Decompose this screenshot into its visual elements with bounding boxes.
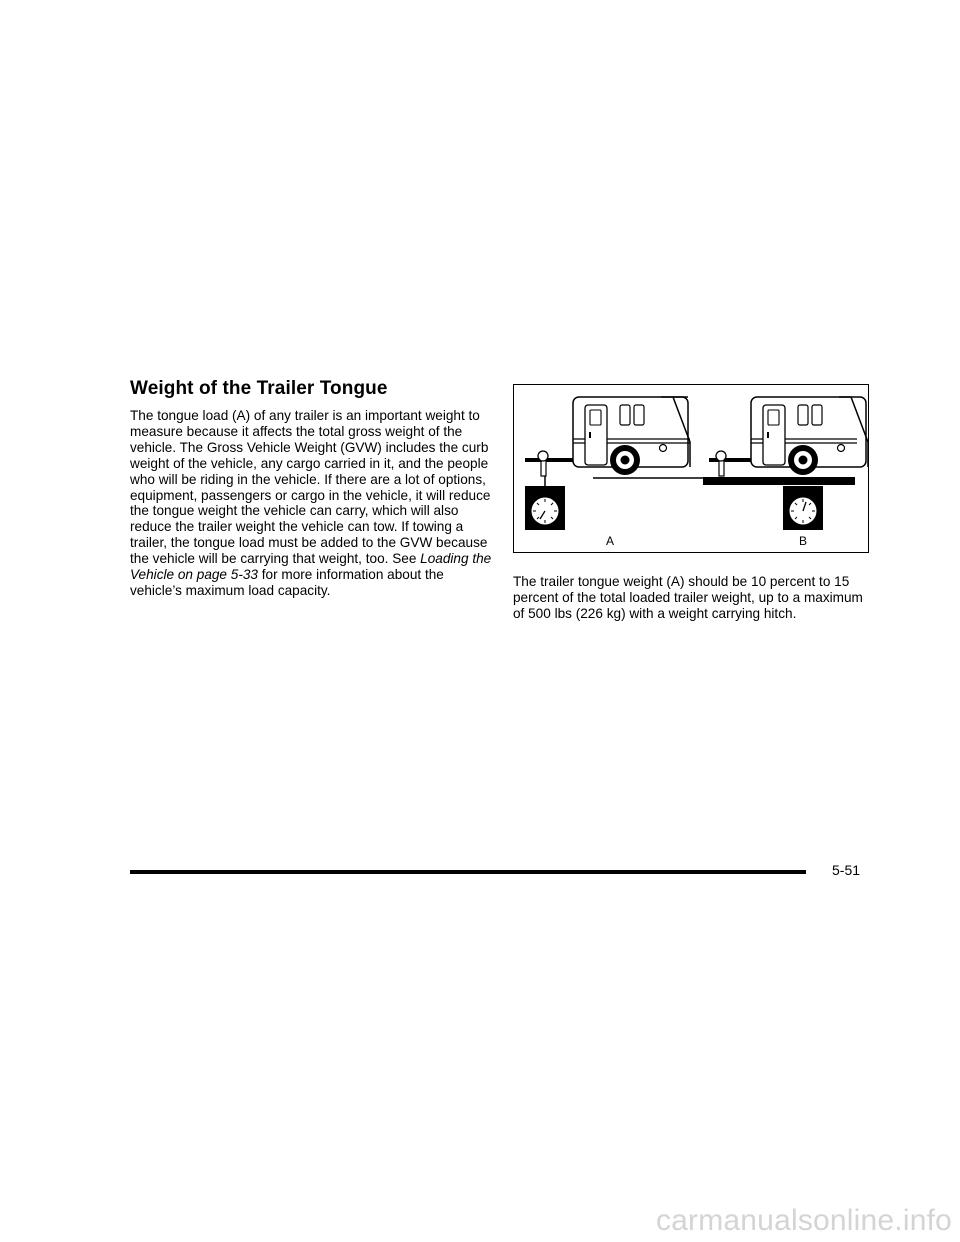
- footer-rule: [130, 870, 806, 874]
- loading-vehicle-link[interactable]: Loading the Vehicle on page 5-33: [130, 551, 492, 583]
- main-text-column: [130, 378, 492, 599]
- watermark-text: carmanualsonline.info: [655, 1204, 952, 1237]
- trailer-tongue-weight-illustration: [513, 384, 869, 553]
- paragraph-text-end: for more information about the vehicle’s maximum load capacity.: [130, 567, 444, 598]
- figure-caption-column: [513, 574, 863, 622]
- page-number: 5-51: [832, 862, 861, 878]
- tongue-load-paragraph: [130, 408, 492, 599]
- figure-label-b: B: [799, 534, 808, 548]
- paragraph-text-start: The tongue load (A) of any trailer is an important weight to measure because it affects the total gross weight of the vehicle. The Gross Vehicle Weight (GVW) includes the curb weight of the vehicle, any cargo carried in it, and the people who will be riding in the vehicle. If there are a lot of options, equipment, passengers or cargo in the vehicle, it will reduce the tongue weight the vehicle can carry, which will also reduce the trailer weight the vehicle can tow. If towing a trailer, the tongue load must be added to the GVW because the vehicle will be carrying that weight, too. See: [130, 408, 491, 567]
- tongue-weight-caption: The trailer tongue weight (A) should be 10 percent to 15 percent of the total loaded trailer weight, up to a maximum of 500 lbs (226 kg) with a weight carrying hitch.: [513, 574, 863, 621]
- figure-label-a: A: [606, 534, 615, 548]
- section-title: Weight of the Trailer Tongue: [130, 378, 388, 399]
